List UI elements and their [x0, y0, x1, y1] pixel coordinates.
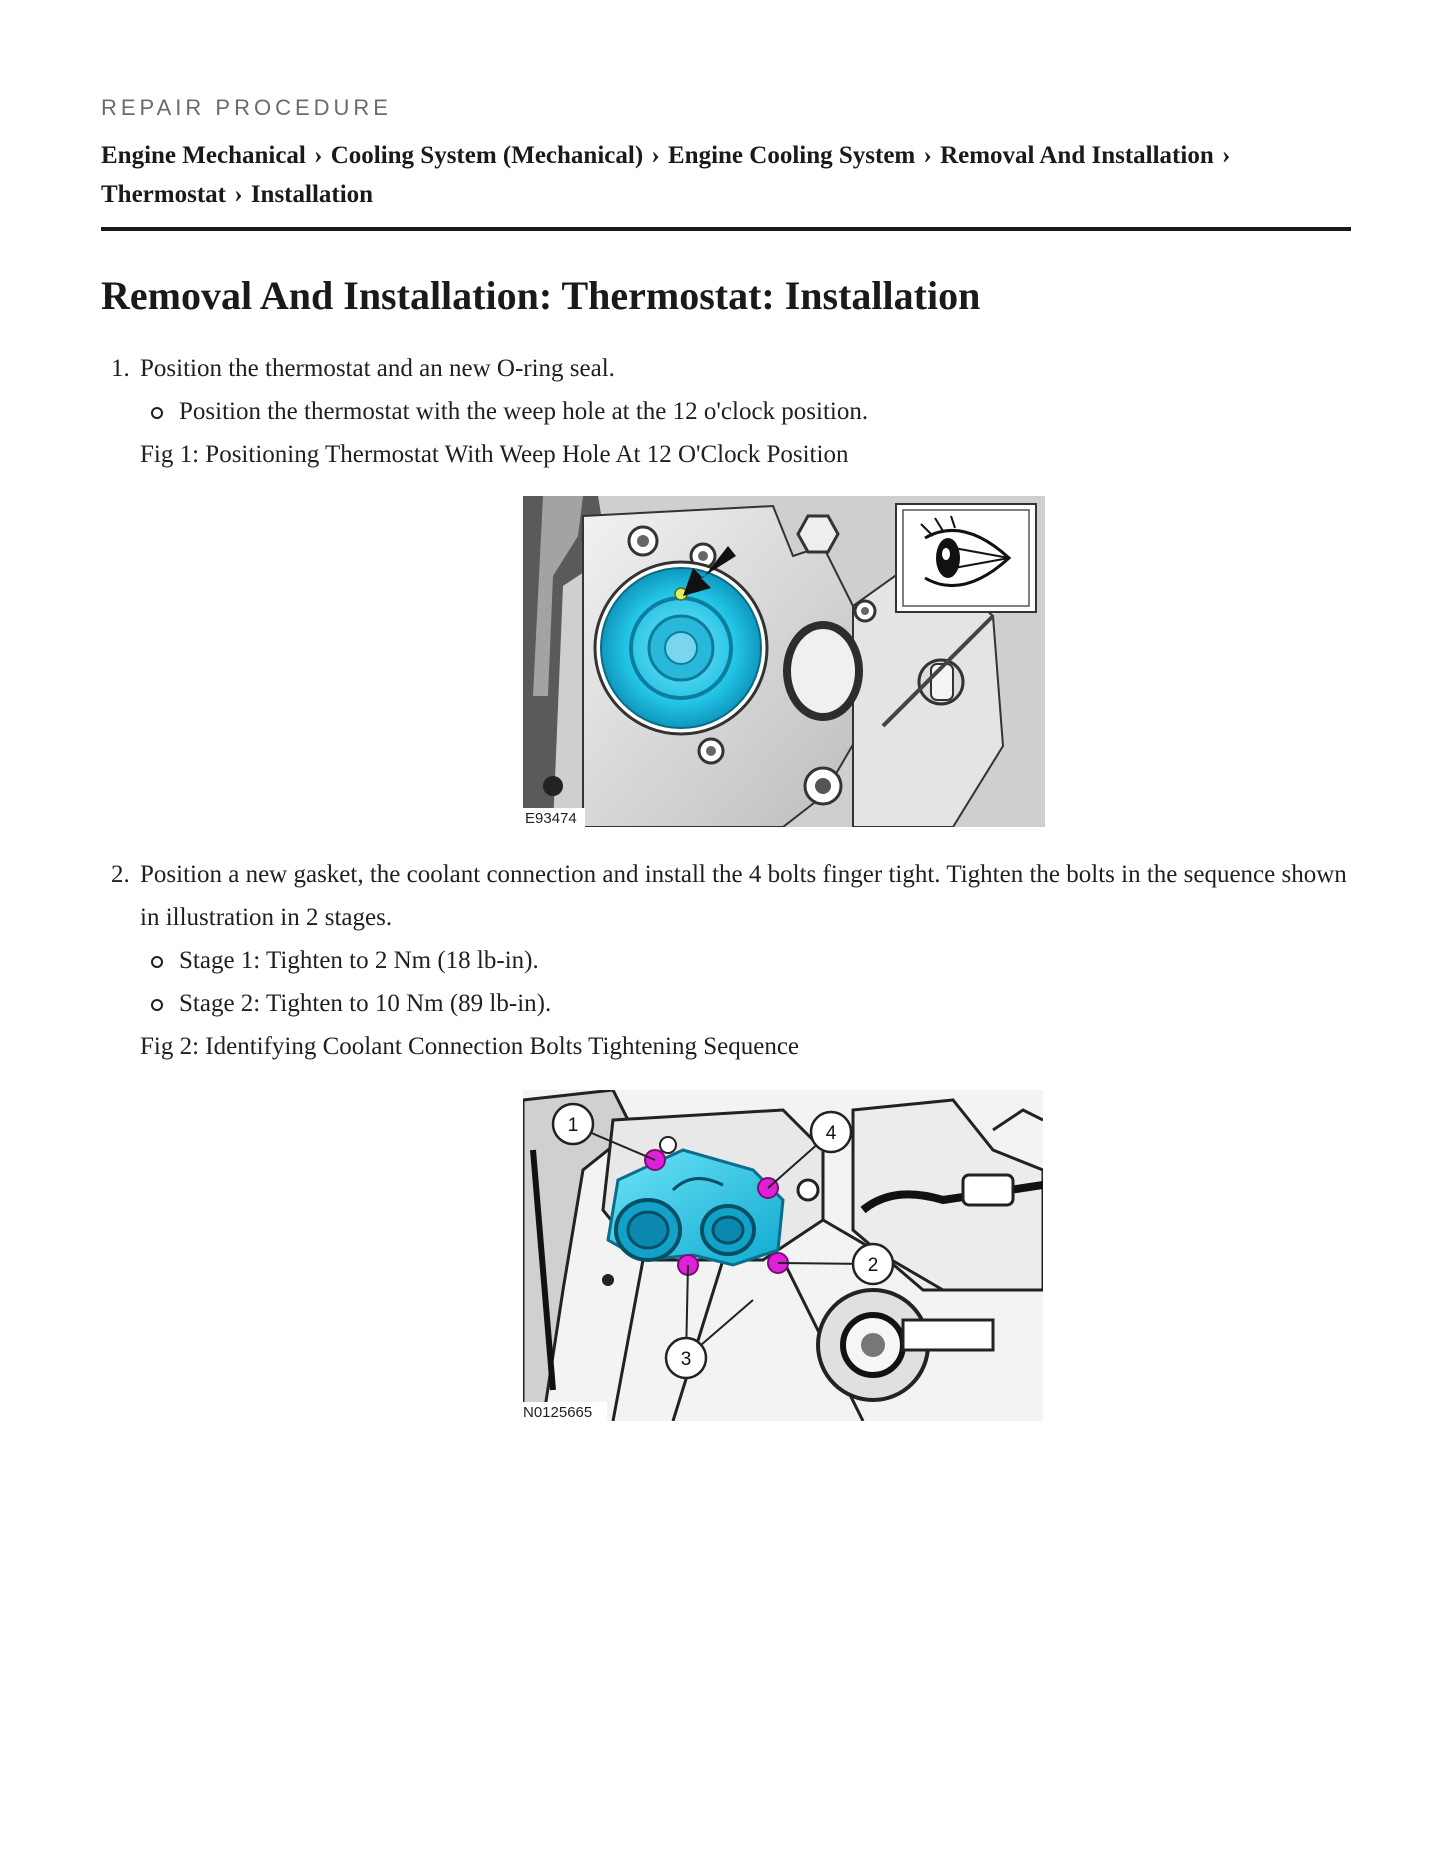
svg-text:1: 1: [567, 1115, 579, 1136]
header-divider: [101, 227, 1351, 231]
callout-1: [553, 1104, 593, 1144]
callout-3: [666, 1338, 706, 1378]
breadcrumb-item[interactable]: Engine Mechanical: [101, 142, 306, 169]
procedure-step: [101, 853, 1351, 1421]
repair-procedure-page: [101, 92, 1351, 1421]
breadcrumb-separator: ›: [1222, 142, 1231, 169]
breadcrumb-item[interactable]: Removal And Installation: [940, 142, 1214, 169]
coolant-connection-illustration: [523, 1090, 1043, 1421]
breadcrumb-item[interactable]: Engine Cooling System: [667, 142, 916, 169]
procedure-step: [101, 347, 1351, 827]
breadcrumb-separator: ›: [651, 142, 660, 169]
svg-text:2: 2: [867, 1255, 879, 1276]
section-eyebrow: REPAIR PROCEDURE: [101, 95, 392, 120]
step-number: 1.: [111, 355, 130, 382]
svg-text:3: 3: [680, 1349, 692, 1370]
step-bullets: [140, 939, 1351, 1025]
step-bullets: [140, 390, 1351, 433]
figure-code: E93474: [525, 810, 577, 827]
thermostat-illustration: [523, 496, 1045, 827]
breadcrumb-item[interactable]: Cooling System (Mechanical): [330, 142, 644, 169]
step-text: Position the thermostat and an new O-ring seal.: [140, 355, 615, 382]
figure-code: N0125665: [523, 1404, 593, 1421]
breadcrumb-item[interactable]: Thermostat: [101, 181, 226, 208]
breadcrumb-separator: ›: [923, 142, 932, 169]
procedure-steps: [101, 347, 1351, 1421]
callout-2: [853, 1244, 893, 1284]
figure-caption: Fig 1: Positioning Thermostat With Weep Hole At 12 O'Clock Position: [140, 441, 849, 468]
step-bullet: Stage 2: Tighten to 10 Nm (89 lb-in).: [140, 982, 1351, 1025]
breadcrumb-item[interactable]: Installation: [250, 181, 374, 208]
step-text: Position a new gasket, the coolant connection and install the 4 bolts finger tight. Tighten the bolts in the sequence shown in illustration in 2 stages.: [140, 861, 1347, 931]
breadcrumb: [101, 136, 1351, 214]
figure-coolant-connection: [523, 1090, 1043, 1421]
step-bullet: Position the thermostat with the weep hole at the 12 o'clock position.: [140, 390, 1351, 433]
step-number: 2.: [111, 861, 130, 888]
page-title: Removal And Installation: Thermostat: Installation: [101, 273, 981, 318]
step-bullet: Stage 1: Tighten to 2 Nm (18 lb-in).: [140, 939, 1351, 982]
breadcrumb-separator: ›: [314, 142, 323, 169]
figure-thermostat: [523, 496, 1045, 827]
breadcrumb-separator: ›: [234, 181, 243, 208]
callout-4: [811, 1112, 851, 1152]
figure-caption: Fig 2: Identifying Coolant Connection Bolts Tightening Sequence: [140, 1033, 800, 1060]
svg-text:4: 4: [825, 1123, 837, 1144]
